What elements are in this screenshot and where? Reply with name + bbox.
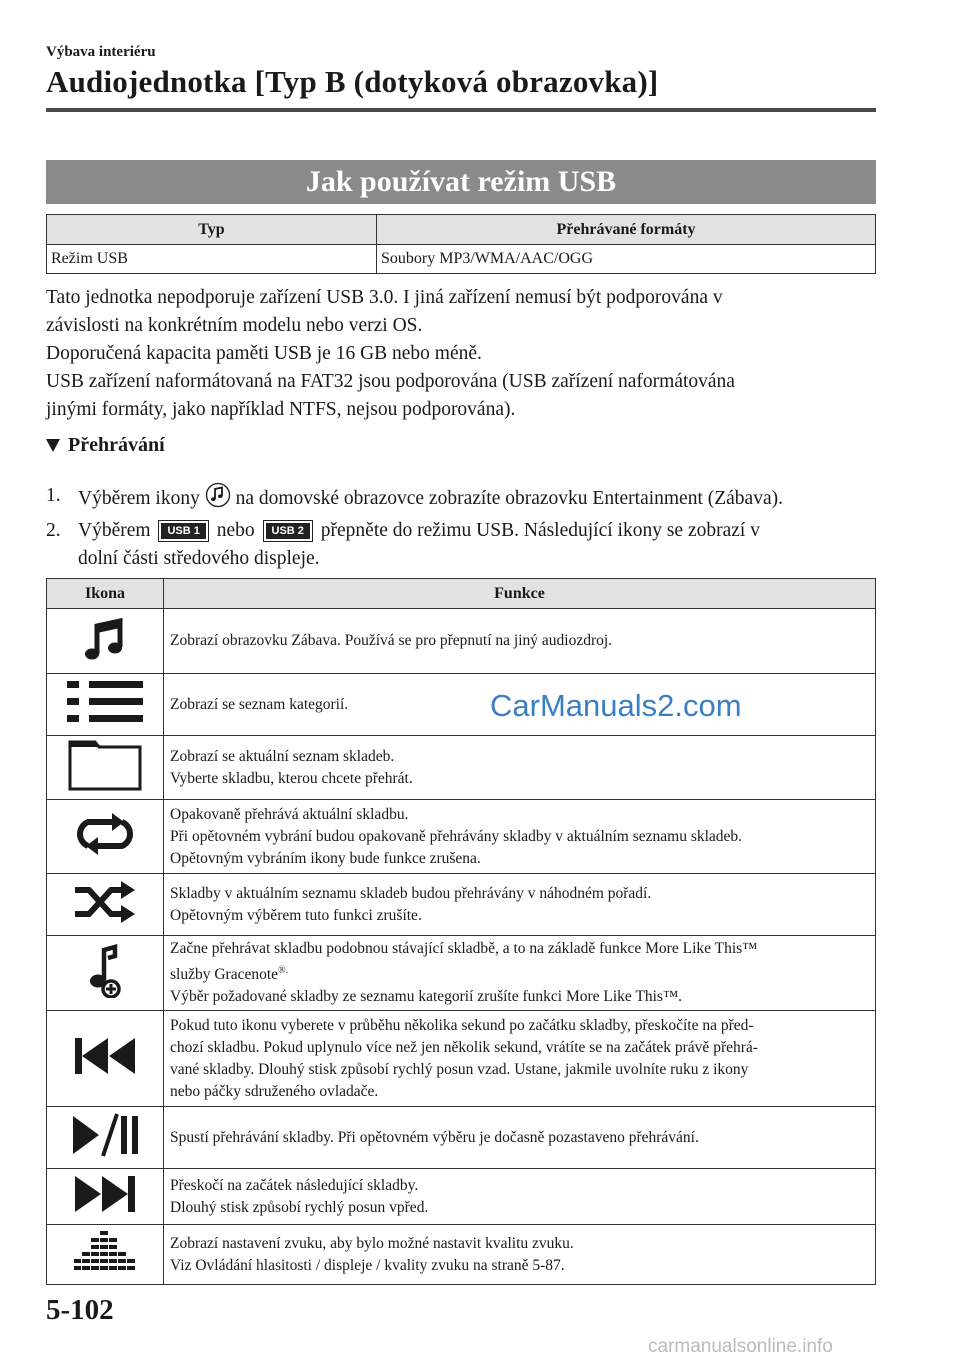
step-text: dolní části středového displeje. xyxy=(78,548,320,569)
description-line: vané skladby. Dlouhý stisk způsobí rychlý posun vzad. Ustane, jakmile uvolníte ruku z ikony xyxy=(170,1060,749,1078)
next-track-icon xyxy=(72,1201,138,1218)
step-text: Výběrem xyxy=(78,520,151,541)
description-line: Opakovaně přehrává aktuální skladbu. xyxy=(170,805,409,823)
description-cell xyxy=(164,800,876,874)
cell-formats: Soubory MP3/WMA/AAC/OGG xyxy=(377,245,876,274)
cell-mode: Režim USB xyxy=(47,245,377,274)
description-line: Skladby v aktuálním seznamu skladeb budou přehrávány v náhodném pořadí. xyxy=(170,884,652,902)
music-note-icon xyxy=(205,482,231,517)
description-line: Dlouhý stisk způsobí rychlý posun vpřed. xyxy=(170,1198,429,1216)
step-2 xyxy=(46,517,876,573)
icon-cell xyxy=(47,609,164,674)
functions-table xyxy=(46,578,876,1285)
playback-heading xyxy=(46,434,165,457)
header-cell-function: Funkce xyxy=(164,579,876,609)
description-line: Výběr požadované skladby ze seznamu kategorií zrušíte funkci More Like This™. xyxy=(170,988,683,1006)
step-number: 2. xyxy=(46,520,61,541)
description-line: Spustí přehrávání skladby. Při opětovném výběru je dočasně pozastaveno přehrávání. xyxy=(170,1128,699,1146)
header-cell-icon: Ikona xyxy=(47,579,164,609)
chapter-title: Audiojednotka [Typ B (dotyková obrazovka)] xyxy=(46,64,659,99)
table-row xyxy=(47,609,876,674)
description-cell xyxy=(164,936,876,1011)
description-line: Přeskočí na začátek následující skladby. xyxy=(170,1176,419,1194)
description-line: nebo páčky sdruženého ovladače. xyxy=(170,1082,379,1100)
shuffle-icon xyxy=(73,911,137,928)
description-line: Zobrazí se seznam kategorií. xyxy=(170,695,349,713)
step-text: nebo xyxy=(216,520,255,541)
icon-cell xyxy=(47,736,164,800)
description-line: Zobrazí nastavení zvuku, aby bylo možné nastavit kvalitu zvuku. xyxy=(170,1234,574,1252)
description-line: Opětovným výběrem tuto funkci zrušíte. xyxy=(170,906,422,924)
description-cell xyxy=(164,736,876,800)
table-row xyxy=(47,800,876,874)
description-line: Zobrazí se aktuální seznam skladeb. xyxy=(170,747,395,765)
paragraph-line: závislosti na konkrétním modelu nebo verzi OS. xyxy=(46,315,423,336)
description-line: Viz Ovládání hlasitosti / displeje / kvality zvuku na straně 5-87. xyxy=(170,1256,565,1274)
step-number: 1. xyxy=(46,485,61,506)
folder-icon xyxy=(67,779,143,796)
table-row xyxy=(47,674,876,736)
footer-site-mark: carmanualsonline.info xyxy=(648,1336,833,1357)
title-rule xyxy=(46,108,876,112)
previous-track-icon xyxy=(72,1063,138,1080)
description-line xyxy=(170,960,869,986)
formats-table xyxy=(46,214,876,274)
description-line: Při opětovném vybrání budou opakovaně přehrávány skladby v aktuálním seznamu skladeb. xyxy=(170,827,743,845)
breadcrumb: Výbava interiéru xyxy=(46,44,156,60)
paragraph-line: USB zařízení naformátovaná na FAT32 jsou podporována (USB zařízení naformátována xyxy=(46,371,735,392)
description-line: Opětovným vybráním ikony bude funkce zrušena. xyxy=(170,849,481,867)
table-row xyxy=(47,1169,876,1225)
paragraph-line: jinými formáty, jako například NTFS, nejsou podporována). xyxy=(46,399,516,420)
triangle-bullet-icon xyxy=(46,439,60,452)
step-body xyxy=(78,517,876,573)
table-row xyxy=(47,1107,876,1169)
description-cell xyxy=(164,1169,876,1225)
icon-cell xyxy=(47,936,164,1011)
step-1 xyxy=(46,482,876,517)
paragraph-line: Tato jednotka nepodporuje zařízení USB 3.0. I jiná zařízení nemusí být podporována v xyxy=(46,287,723,308)
description-cell xyxy=(164,1107,876,1169)
table-row xyxy=(47,874,876,936)
icon-cell xyxy=(47,1225,164,1285)
icon-cell xyxy=(47,874,164,936)
usb-info-paragraph xyxy=(46,284,876,424)
description-line: chozí skladbu. Pokud uplynulo více než jen několik sekund, vrátíte se na začátek právě přehrá- xyxy=(170,1038,758,1056)
formats-table-header xyxy=(47,215,876,245)
table-row xyxy=(47,936,876,1011)
section-banner: Jak používat režim USB xyxy=(46,160,876,204)
usb2-button-icon: USB 2 xyxy=(264,521,312,541)
icon-cell xyxy=(47,674,164,736)
registered-mark: ®. xyxy=(278,965,289,976)
description-cell xyxy=(164,1011,876,1107)
header-cell-formats: Přehrávané formáty xyxy=(377,215,876,245)
description-cell xyxy=(164,609,876,674)
functions-table-header xyxy=(47,579,876,609)
table-row xyxy=(47,1225,876,1285)
usb1-button-icon: USB 1 xyxy=(159,521,207,541)
icon-cell xyxy=(47,1011,164,1107)
description-cell xyxy=(164,1225,876,1285)
step-text: Výběrem ikony xyxy=(78,488,200,509)
table-row xyxy=(47,736,876,800)
playback-heading-text: Přehrávání xyxy=(68,434,165,456)
repeat-icon xyxy=(74,843,136,860)
category-list-icon xyxy=(65,714,145,731)
page-number: 5-102 xyxy=(46,1294,114,1326)
description-line: Pokud tuto ikonu vyberete v průběhu několika sekund po začátku skladby, přeskočíte na před- xyxy=(170,1016,754,1034)
more-like-this-icon xyxy=(85,985,125,1002)
description-text: služby Gracenote xyxy=(170,966,279,984)
description-line: Vyberte skladbu, kterou chcete přehrát. xyxy=(170,769,413,787)
icon-cell xyxy=(47,1169,164,1225)
watermark: CarManuals2.com xyxy=(490,688,742,723)
table-row xyxy=(47,245,876,274)
description-cell xyxy=(164,874,876,936)
step-text: přepněte do režimu USB. Následující ikony se zobrazí v xyxy=(320,520,760,541)
header-cell-type: Typ xyxy=(47,215,377,245)
sound-settings-icon xyxy=(74,1262,136,1279)
playback-steps xyxy=(46,482,876,573)
icon-cell xyxy=(47,1107,164,1169)
step-text: na domovské obrazovce zobrazíte obrazovku Entertainment (Zábava). xyxy=(235,488,783,509)
paragraph-line: Doporučená kapacita paměti USB je 16 GB nebo méně. xyxy=(46,343,482,364)
music-note-icon xyxy=(80,651,130,668)
step-body xyxy=(78,482,876,517)
table-row xyxy=(47,1011,876,1107)
play-pause-icon xyxy=(69,1145,141,1162)
description-line: Začne přehrávat skladbu podobnou stávající skladbě, a to na základě funkce More Like This™ xyxy=(170,940,758,957)
description-line: Zobrazí obrazovku Zábava. Používá se pro přepnutí na jiný audiozdroj. xyxy=(170,632,613,649)
icon-cell xyxy=(47,800,164,874)
